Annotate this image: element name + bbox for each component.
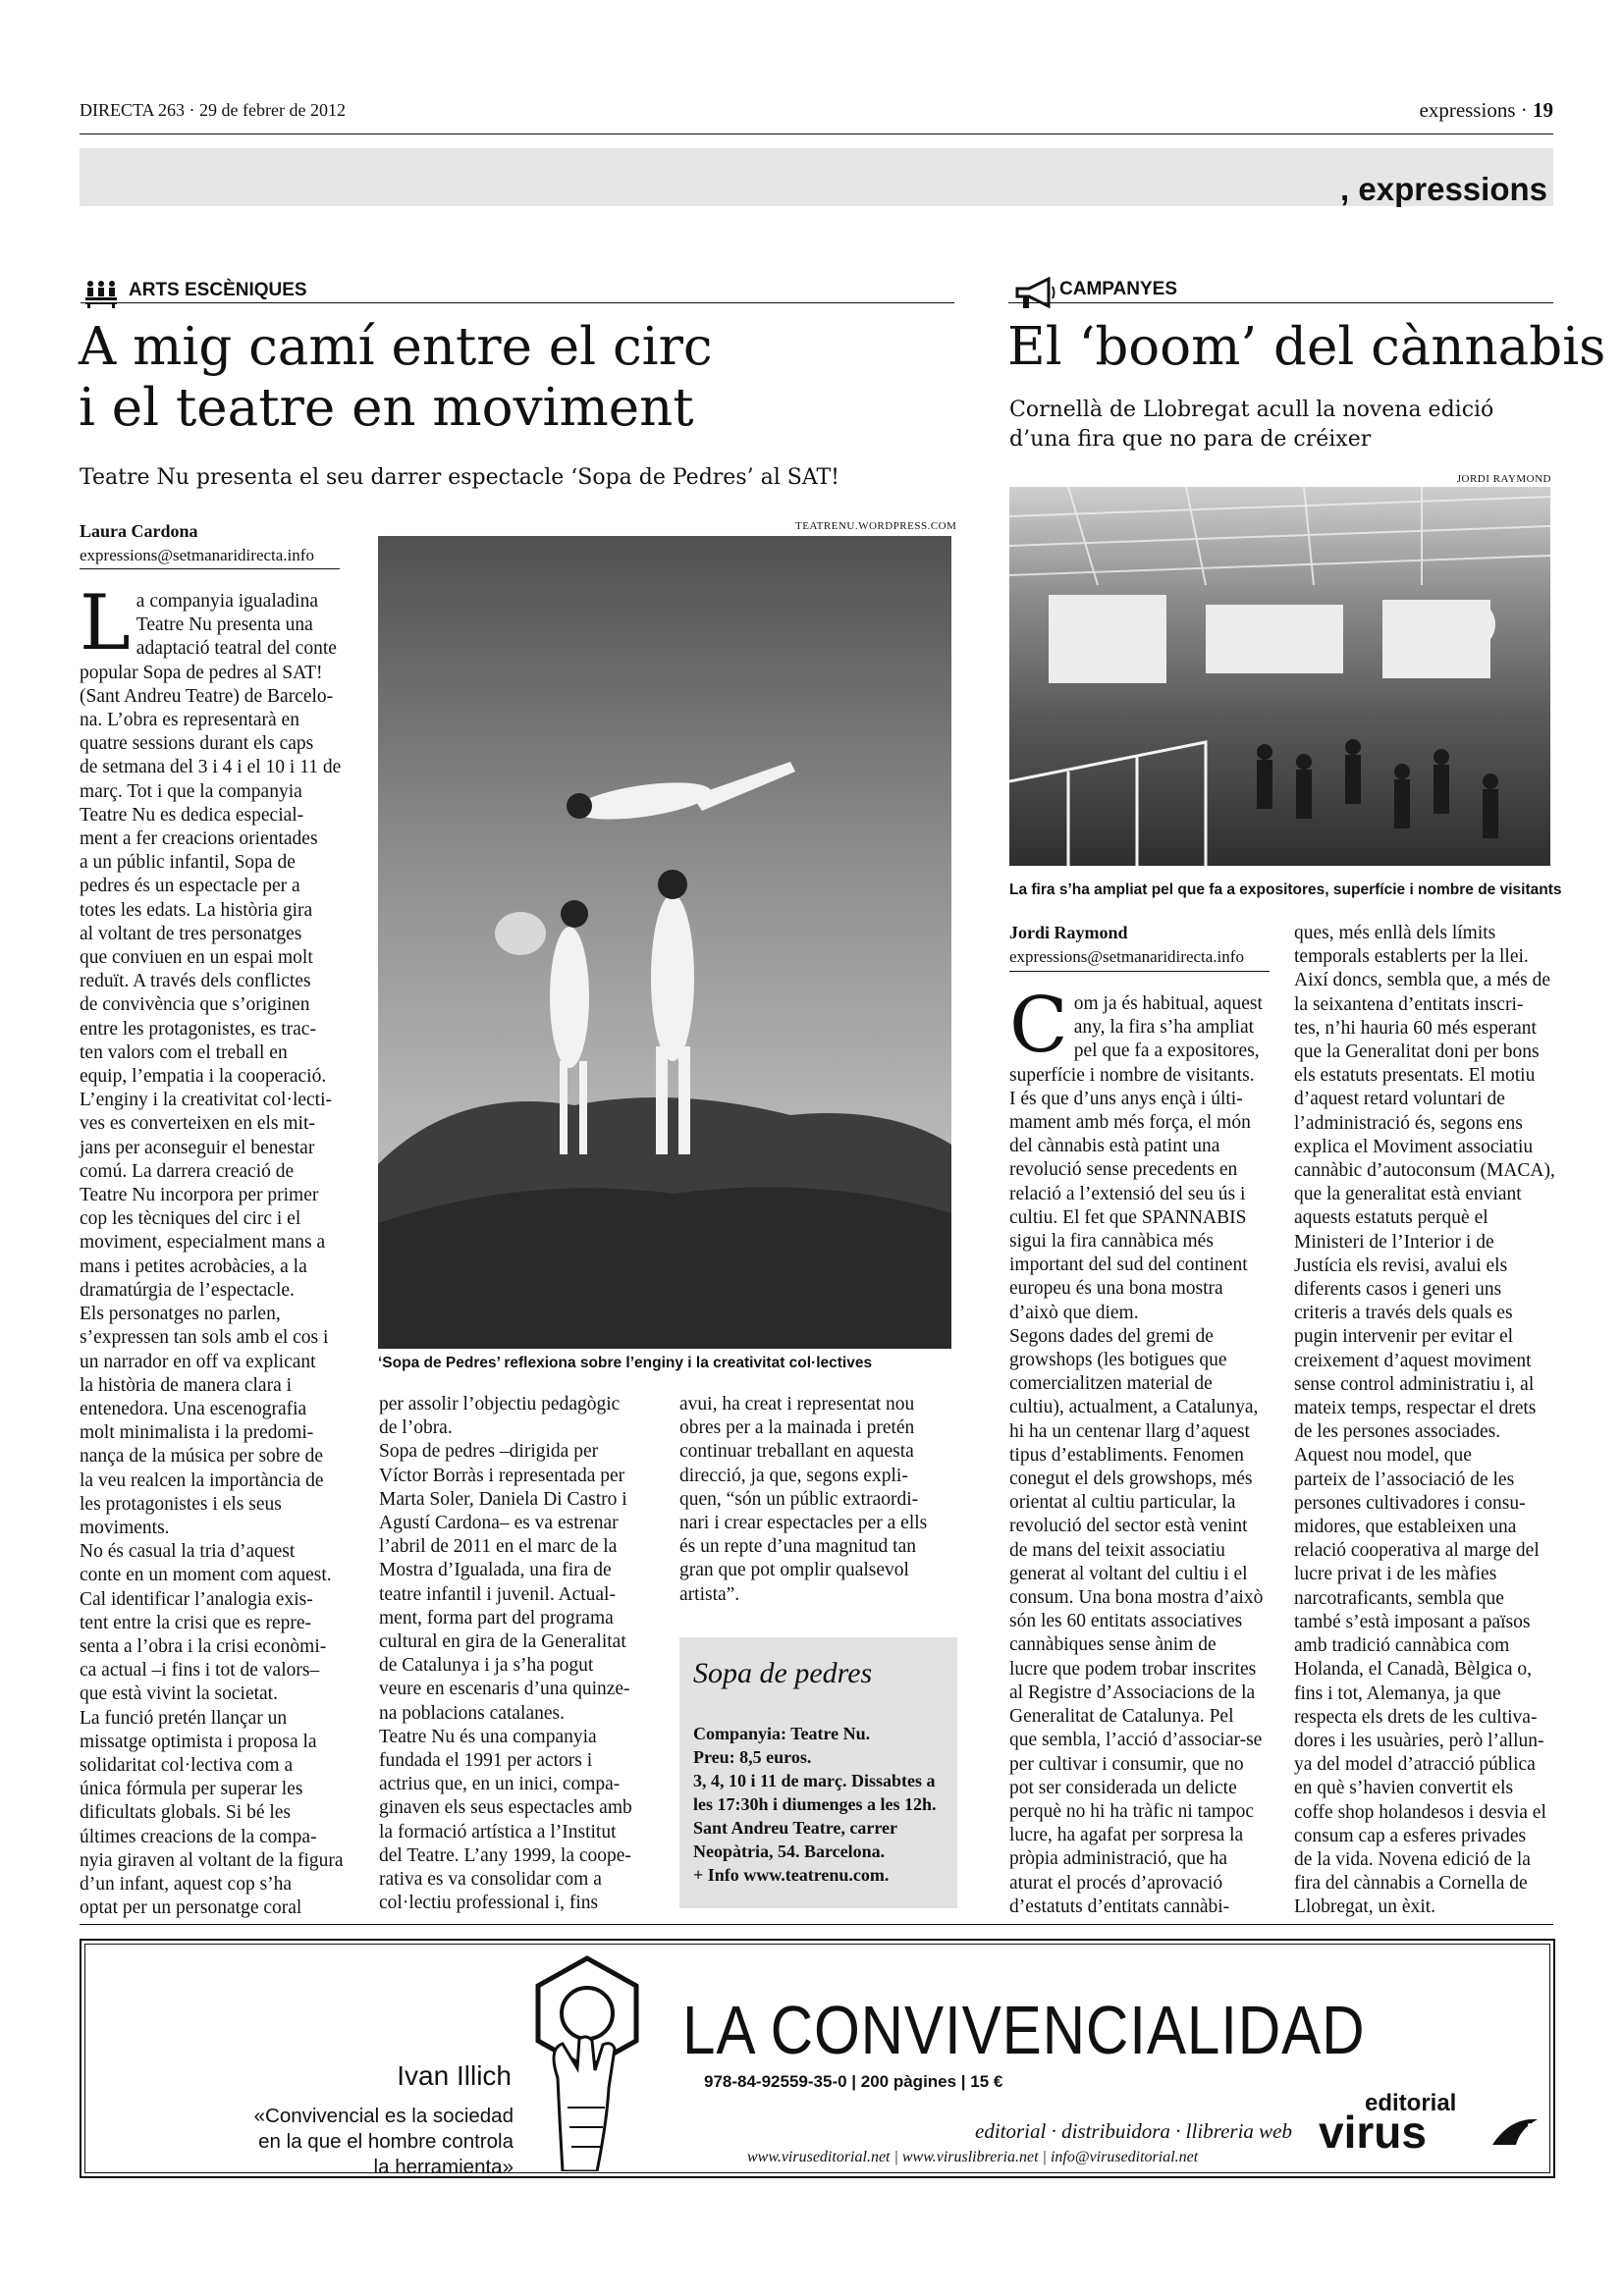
byline-left: Laura Cardona [80, 521, 198, 541]
article-left-col1-lead: a companyia igualadina Teatre Nu presenta una adaptació teatral del conte [135, 591, 337, 660]
standfirst-right: Cornellà de Llobregat acull la novena edició d’una fira que no para de créixer [1009, 398, 1494, 452]
article-left-col2: per assolir l’objectiu pedagògic de l’obra. Sopa de pedres –dirigida per Víctor Borràs i representada per Marta Soler, Daniela Di Castro i Agustí Cardona– es va estrenar l’abril de 2011 en el marc de la Mostra d’Igualada, una fira de teatre infantil i juvenil. Actual- ment, forma part del programa cultural en gira de la Generalitat de Catalunya i ja s’ha pogut veure en escenaris d’una quinze- na poblacions catalanes. Teatre Nu és una companyia fundada el 1991 per actors i actrius que, en un inici, compa- ginaven els seus espectacles amb la formació artística a l’Institut del Teatre. L’any 1999, la coope- rativa es va consolidar com a col·lectiu professional i, fins [379, 1394, 632, 1914]
ad-brand-small: editorial [1365, 2090, 1457, 2116]
category-label-right: CAMPANYES [1059, 279, 1177, 299]
category-label-left: ARTS ESCÈNIQUES [129, 280, 307, 300]
article-right-col1-body: superfície i nombre de visitants. I és que d’uns anys ençà i últi- mament amb més força, el món del cànnabis està patint una revolució sense precedents en relació a l’extensió del seu ús i cultiu. El fet que SPANNABIS sigui la fira cannàbica més important del sud del continent europeu és una bona mostra d’això que diem. Segons dades del gremi de growshops (les botigues que comercialitzen material de cultiu), actualment, a Catalunya, hi ha un centenar llarg d’aquest tipus d’establiments. Fenomen conegut el dels growshops, més orientat al cultiu particular, la revolució del sector està venint de mans del teixit associatiu generat al voltant del cultiu i el consum. Una bona mostra d’això són les 60 entitats associatives cannàbiques sense ànim de lucre que podem trobar inscrites al Registre d’Associacions de la Generalitat de Catalunya. Pel que sembla, l’acció d’associar-se per cultivar i consumir, que no pot ser considerada un delicte perquè no hi ha tràfic ni tampoc lucre, ha agafat per sorpresa la pròpia administració, que ha aturat el procés d’aprovació d’estatuts d’entitats cannàbi- [1009, 1064, 1264, 1917]
audience-icon [84, 279, 118, 308]
email-right: expressions@setmanaridirecta.info [1009, 947, 1244, 966]
infobox [679, 1637, 957, 1908]
ad-urls: www.viruseditorial.net | www.viruslibreria.net | info@viruseditorial.net [747, 2149, 1199, 2165]
article-right-col1-lead: om ja és habitual, aquest any, la fira s’ha ampliat pel que fa a expositores, [1073, 993, 1263, 1062]
section-banner [80, 148, 1553, 206]
article-left-col3: avui, ha creat i representat nou obres per a la mainada i pretén continuar treballant en aquesta direcció, ja que, segons expli- quen, “són un públic extraordi- nari i crear espectacles per a ells és un repte d’una magnitud tan gran que pot omplir qualsevol artista”. [679, 1394, 928, 1605]
ad-book-title: LA CONVIVENCIALIDAD [682, 1992, 1366, 2068]
folio-section: expressions [1419, 98, 1516, 122]
virus-logo-icon [1490, 2115, 1540, 2149]
byline-rule-left [80, 568, 340, 569]
ad-top-rule [80, 1924, 1553, 1925]
folio-rule [80, 133, 1553, 134]
photo-credit-left: TEATRENU.WORDPRESS.COM [795, 520, 957, 532]
headline-left-line1: A mig camí entre el circ [79, 317, 713, 377]
hand-wrench-illustration [518, 1950, 656, 2171]
dropcap-left: L [80, 579, 131, 667]
ad-isbn-line: 978-84-92559-35-0 | 200 pàgines | 15 € [704, 2072, 1003, 2091]
acrobat-photo [378, 536, 951, 1349]
ad-quote: «Convivencial es la sociedad en la que el hombre controla la herramienta» [253, 2105, 514, 2178]
headline-right: El ‘boom’ del cànnabis [1007, 317, 1606, 377]
folio-right: expressions · 19 [1419, 98, 1553, 122]
ad-tagline: editorial · distribuidora · llibreria web [975, 2119, 1292, 2143]
caption-left: ‘Sopa de Pedres’ reflexiona sobre l’enginy i la creativitat col·lectives [378, 1355, 873, 1371]
article-right-col1 [1009, 982, 1294, 1919]
category-rule-right [1008, 302, 1553, 303]
page-number: 19 [1533, 98, 1553, 122]
category-rule-left [81, 302, 954, 303]
article-left-col1 [80, 579, 359, 1920]
headline-left [79, 317, 713, 439]
infobox-text: Companyia: Teatre Nu. Preu: 8,5 euros. 3, 4, 10 i 11 de març. Dissabtes a les 17:30h i diumenges a les 12h. Sant Andreu Teatre, carrer Neopàtria, 54. Barcelona. + Info www.teatrenu.com. [693, 1724, 937, 1885]
infobox-title: Sopa de pedres [693, 1657, 873, 1689]
photo-credit-right: JORDI RAYMOND [1456, 473, 1551, 485]
book-advertisement [80, 1939, 1555, 2178]
caption-right: La fira s’ha ampliat pel que fa a expositores, superfície i nombre de visitants [1009, 881, 1562, 898]
article-left-col1-body: popular Sopa de pedres al SAT! (Sant Andreu Teatre) de Barcelo- na. L’obra es representarà en quatre sessions durant els caps de setmana del 3 i 4 i el 10 i 11 de març. Tot i que la companyia Teatre Nu es dedica especial- ment a fer creacions orientades a un públic infantil, Sopa de pedres és un espectacle per a totes les edats. La història gira al voltant de tres personatges que conviuen en un espai molt reduït. A través dels conflictes de convivència que s’originen entre les protagonistes, es trac- ten valors com el treball en equip, l’empatia i la cooperació. L’enginy i la creativitat col·lecti- ves es converteixen en els mit- jans per aconseguir el benestar comú. La darrera creació de Teatre Nu incorpora per primer cop les tècniques del circ i el moviment, especialment mans a mans i petites acrobàcies, a la dramatúrgia de l’espectacle. Els personatges no parlen, s’expressen tan sols amb el cos i un narrador en off va explicant la història de manera clara i entenedora. Una escenografia molt minimalista i la predomi- nança de la música per sobre de la veu realcen la importància de les protagonistes i els seus moviments. No és casual la tria d’aquest conte en un moment com aquest. Cal identificar l’analogia exis- tent entre la crisi que es repre- senta a l’obra i la crisi econòmi- ca actual –i fins i tot de valors– que està vivint la societat. La funció pretén llançar un missatge optimista i proposa la solidaritat col·lectiva com a única fórmula per superar les dificultats globals. Si bé les últimes creacions de la compa- nyia giraven al voltant de la figura d’un infant, aquest cop s’ha optat per un personatge coral [80, 662, 344, 1919]
dropcap-right: C [1009, 982, 1068, 1070]
headline-left-line2: i el teatre en moviment [79, 378, 694, 438]
byline-rule-right [1009, 971, 1270, 972]
ad-brand-big: virus [1319, 2107, 1427, 2158]
banner-label: , expressions [1340, 171, 1547, 207]
cannabis-fair-photo [1009, 487, 1550, 866]
ad-author: Ivan Illich [397, 2060, 512, 2091]
megaphone-icon [1013, 275, 1056, 312]
article-right-col2: ques, més enllà dels límits temporals establerts per la llei. Així doncs, sembla que, a més de la seixantena d’entitats inscri- tes, n’hi hauria 60 més esperant que la Generalitat doni per bons els estatuts presentats. El motiu d’aquest retard voluntari de l’administració és, segons ens explica el Moviment associatiu cannàbic d’autoconsum (MACA), que la generalitat està enviant aquests estatuts perquè el Ministeri de l’Interior i de Justícia els revisi, avalui els diferents casos i generi uns criteris a través dels quals es pugin intervenir per evitar el creixement d’aquest moviment sense control administratiu i, al mateix temps, respectar el drets de les persones associades. Aquest nou model, que parteix de l’associació de les persones cultivadores i consu- midores, que estableixen una relació cooperativa al marge del lucre privat i de les màfies narcotraficants, sembla que també s’està imposant a països amb tradició cannàbica com Holanda, el Canadà, Bèlgica o, fins i tot, Alemanya, ja que respecta els drets de les cultiva- dores i les usuàries, però l’allun- ya del model d’atracció pública en què s’havien convertit els coffe shop holandesos i desvia el consum cap a esferes privades de la vida. Novena edició de la fira del cànnabis a Cornella de Llobregat, un èxit. [1294, 923, 1555, 1918]
byline-right: Jordi Raymond [1009, 923, 1128, 942]
standfirst-left: Teatre Nu presenta el seu darrer espectacle ‘Sopa de Pedres’ al SAT! [80, 465, 840, 490]
email-left: expressions@setmanaridirecta.info [80, 546, 314, 564]
folio-left: DIRECTA 263 · 29 de febrer de 2012 [80, 100, 346, 120]
